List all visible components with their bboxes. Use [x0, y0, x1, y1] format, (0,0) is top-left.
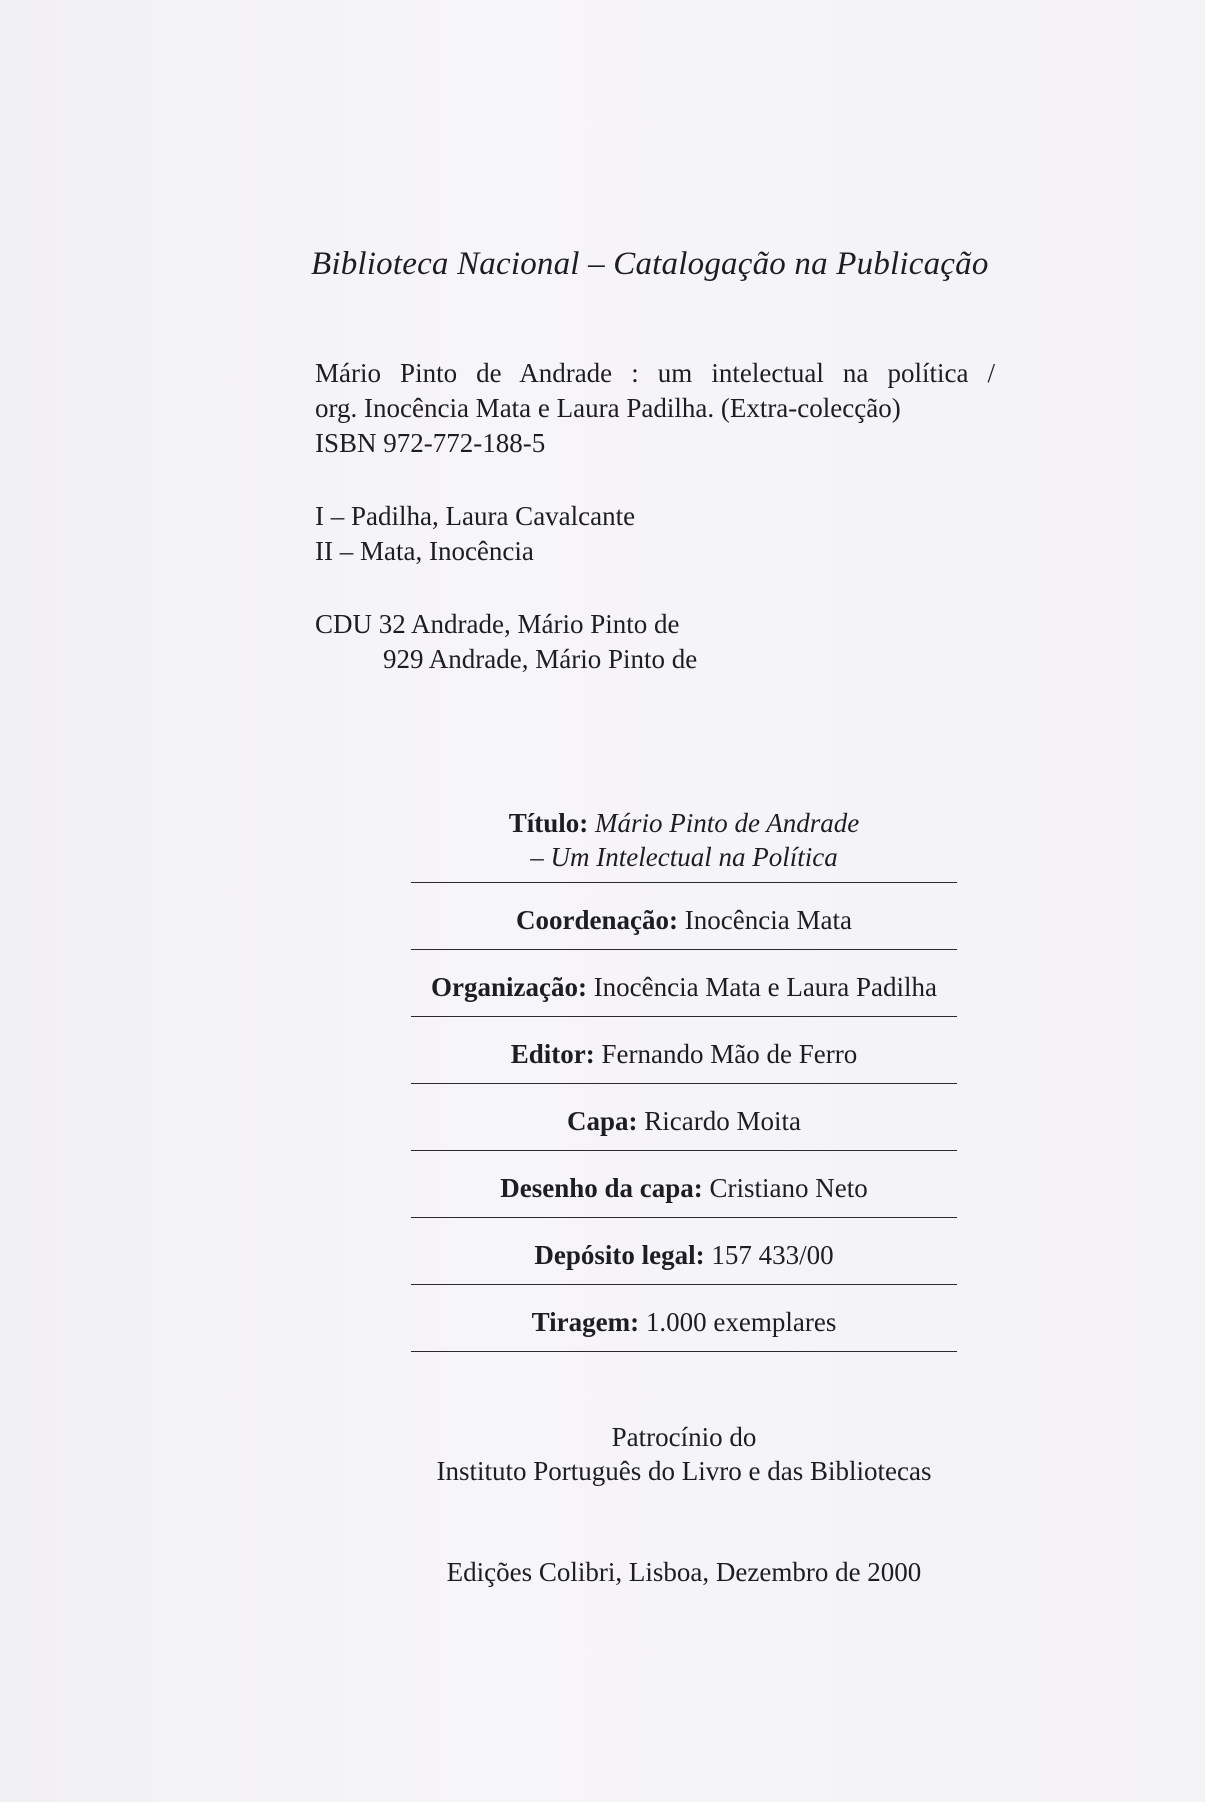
credits-value: Cristiano Neto	[709, 1173, 868, 1203]
credits-value: Inocência Mata	[684, 905, 852, 935]
catalog-heading: Biblioteca Nacional – Catalogação na Publicação	[311, 246, 989, 282]
catalog-cdu-1: CDU 32 Andrade, Mário Pinto de	[315, 609, 680, 639]
credits-value: Fernando Mão de Ferro	[601, 1039, 858, 1069]
credits-row-capa	[411, 1084, 957, 1151]
credits-row-organizacao	[411, 950, 957, 1017]
credits-value: Inocência Mata e Laura Padilha	[593, 972, 938, 1002]
credits-title-label: Título:	[508, 808, 589, 838]
credits-label: Depósito legal:	[534, 1240, 705, 1270]
credits-label: Coordenação:	[516, 905, 679, 935]
credits-row-tiragem	[411, 1285, 957, 1352]
credits-row-coordenacao	[411, 883, 957, 950]
credits-row-deposito-legal	[411, 1218, 957, 1285]
catalog-isbn: ISBN 972-772-188-5	[315, 428, 546, 458]
credits-title-block	[411, 806, 957, 883]
imprint-line: Edições Colibri, Lisboa, Dezembro de 2000	[446, 1557, 922, 1587]
sponsor-line-1: Patrocínio do	[611, 1422, 757, 1452]
credits-value: 157 433/00	[711, 1240, 834, 1270]
catalog-entry-line-2: org. Inocência Mata e Laura Padilha. (Extra-colecção)	[315, 393, 901, 423]
credits-label: Editor:	[510, 1039, 595, 1069]
credits-label: Tiragem:	[531, 1307, 640, 1337]
catalog-entry-line-1: Mário Pinto de Andrade : um intelectual na política /	[315, 358, 995, 388]
sponsor-note	[411, 1420, 957, 1488]
credits-label: Organização:	[430, 972, 587, 1002]
credits-title-value-2: – Um Intelectual na Política	[530, 842, 838, 872]
credits-value: Ricardo Moita	[644, 1106, 801, 1136]
credits-value: 1.000 exemplares	[645, 1307, 837, 1337]
catalog-cdu-2: 929 Andrade, Mário Pinto de	[383, 644, 698, 674]
credits-table	[411, 806, 957, 1352]
sponsor-line-2: Instituto Português do Livro e das Bibliotecas	[436, 1456, 932, 1486]
catalog-entry	[315, 356, 995, 677]
credits-title-value-1: Mário Pinto de Andrade	[595, 808, 860, 838]
catalog-added-entry-1: I – Padilha, Laura Cavalcante	[315, 501, 636, 531]
credits-row-desenho-capa	[411, 1151, 957, 1218]
catalog-added-entry-2: II – Mata, Inocência	[315, 536, 534, 566]
credits-label: Desenho da capa:	[500, 1173, 703, 1203]
credits-label: Capa:	[567, 1106, 638, 1136]
credits-row-editor	[411, 1017, 957, 1084]
